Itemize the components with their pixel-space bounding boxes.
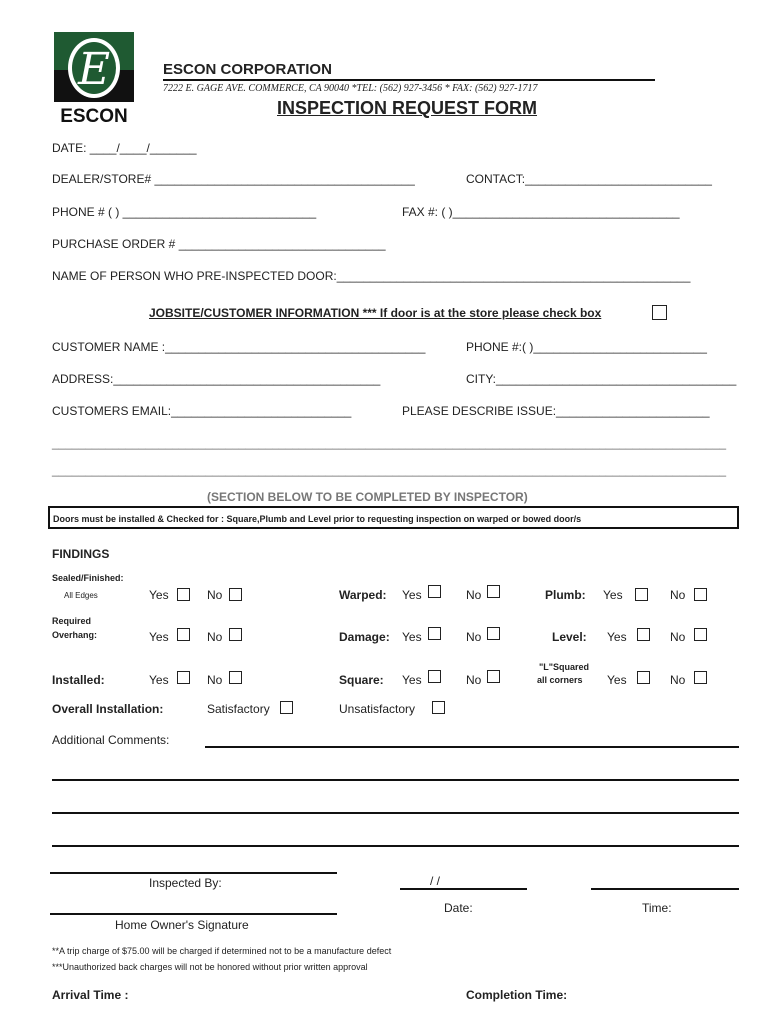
time-label: Time:	[642, 901, 672, 915]
completion-time-label: Completion Time:	[466, 988, 568, 1002]
warped-no-checkbox[interactable]	[487, 585, 500, 598]
backcharge-note: ***Unauthorized back charges will not be honored without prior written approval	[52, 962, 368, 972]
escon-logo	[54, 32, 134, 124]
damage-no-label: No	[466, 630, 482, 644]
form-title: INSPECTION REQUEST FORM	[277, 98, 538, 118]
level-yes-checkbox[interactable]	[637, 628, 650, 641]
lsquared-yes-checkbox[interactable]	[637, 671, 650, 684]
plumb-no-label: No	[670, 588, 686, 602]
purchase-order-field[interactable]: PURCHASE ORDER # _______________________________	[52, 237, 386, 251]
level-no-checkbox[interactable]	[694, 628, 707, 641]
overhang-no-checkbox[interactable]	[229, 628, 242, 641]
damage-label: Damage:	[339, 630, 390, 644]
overhang-label: Overhang:	[52, 630, 98, 640]
inspected-by-label: Inspected By:	[149, 876, 222, 890]
issue-field[interactable]: PLEASE DESCRIBE ISSUE:_______________________	[402, 404, 710, 418]
unsatisfactory-label: Unsatisfactory	[339, 702, 416, 716]
requirements-box	[48, 506, 739, 529]
city-field[interactable]: CITY:____________________________________	[466, 372, 737, 386]
comment-line-4[interactable]	[52, 845, 739, 847]
sealed-no-checkbox[interactable]	[229, 588, 242, 601]
fax-field[interactable]: FAX #: ( )__________________________________	[402, 205, 680, 219]
unsatisfactory-checkbox[interactable]	[432, 701, 445, 714]
overhang-no-label: No	[207, 630, 223, 644]
customer-name-field[interactable]: CUSTOMER NAME :_______________________________________	[52, 340, 426, 354]
required-label: Required	[52, 616, 92, 626]
square-yes-label: Yes	[402, 673, 422, 687]
damage-yes-label: Yes	[402, 630, 422, 644]
dealer-field[interactable]: DEALER/STORE# _______________________________________	[52, 172, 415, 186]
sealed-yes-checkbox[interactable]	[177, 588, 190, 601]
comments-label: Additional Comments:	[52, 733, 170, 747]
square-no-label: No	[466, 673, 482, 687]
store-checkbox[interactable]	[652, 305, 667, 320]
trip-charge-note: **A trip charge of $75.00 will be charged if determined not to be a manufacture defect	[52, 946, 392, 956]
overhang-yes-checkbox[interactable]	[177, 628, 190, 641]
all-corners-label: all corners	[537, 675, 583, 685]
company-address: 7222 E. GAGE AVE. COMMERCE, CA 90040 *TEL: (562) 927-3456 * FAX: (562) 927-1717	[163, 83, 538, 94]
date-field[interactable]: DATE: ____/____/_______	[52, 141, 197, 155]
contact-field[interactable]: CONTACT:____________________________	[466, 172, 712, 186]
sealed-no-label: No	[207, 588, 223, 602]
installed-yes-label: Yes	[149, 673, 169, 687]
inspector-section-note: (SECTION BELOW TO BE COMPLETED BY INSPECTOR)	[207, 490, 528, 504]
warped-label: Warped:	[339, 588, 387, 602]
plumb-no-checkbox[interactable]	[694, 588, 707, 601]
lsquared-no-label: No	[670, 673, 686, 687]
lsquared-no-checkbox[interactable]	[694, 671, 707, 684]
satisfactory-label: Satisfactory	[207, 702, 270, 716]
plumb-yes-label: Yes	[603, 588, 623, 602]
customer-phone-field[interactable]: PHONE #:( )__________________________	[466, 340, 707, 354]
company-name: ESCON CORPORATION	[163, 61, 332, 78]
inspected-by-line[interactable]	[50, 872, 337, 874]
date-label: Date:	[444, 901, 473, 915]
overall-label: Overall Installation:	[52, 702, 164, 716]
plumb-label: Plumb:	[545, 588, 586, 602]
installed-label: Installed:	[52, 673, 105, 687]
square-label: Square:	[339, 673, 384, 687]
warped-no-label: No	[466, 588, 482, 602]
satisfactory-checkbox[interactable]	[280, 701, 293, 714]
square-no-checkbox[interactable]	[487, 670, 500, 683]
pre-inspected-field[interactable]: NAME OF PERSON WHO PRE-INSPECTED DOOR:_____________________________________________________	[52, 269, 691, 283]
installed-no-checkbox[interactable]	[229, 671, 242, 684]
address-field[interactable]: ADDRESS:________________________________________	[52, 372, 381, 386]
all-edges-label: All Edges	[64, 591, 98, 600]
installed-yes-checkbox[interactable]	[177, 671, 190, 684]
installed-no-label: No	[207, 673, 223, 687]
lsquared-yes-label: Yes	[607, 673, 627, 687]
issue-line-2[interactable]: _____________________________________________________________________________________________________	[52, 463, 727, 477]
damage-yes-checkbox[interactable]	[428, 627, 441, 640]
overhang-yes-label: Yes	[149, 630, 169, 644]
level-yes-label: Yes	[607, 630, 627, 644]
issue-line-1[interactable]: _____________________________________________________________________________________________________	[52, 436, 727, 450]
sealed-label: Sealed/Finished:	[52, 573, 124, 583]
plumb-yes-checkbox[interactable]	[635, 588, 648, 601]
l-squared-label: "L"Squared	[539, 662, 590, 672]
sealed-yes-label: Yes	[149, 588, 169, 602]
square-yes-checkbox[interactable]	[428, 670, 441, 683]
time-line[interactable]	[591, 888, 739, 890]
warped-yes-checkbox[interactable]	[428, 585, 441, 598]
damage-no-checkbox[interactable]	[487, 627, 500, 640]
warped-yes-label: Yes	[402, 588, 422, 602]
arrival-time-label: Arrival Time :	[52, 988, 129, 1002]
date-slashes: / /	[430, 874, 441, 888]
logo-letter: E	[77, 44, 111, 95]
level-no-label: No	[670, 630, 686, 644]
phone-field[interactable]: PHONE # ( ) _____________________________	[52, 205, 317, 219]
email-field[interactable]: CUSTOMERS EMAIL:___________________________	[52, 404, 352, 418]
jobsite-heading: JOBSITE/CUSTOMER INFORMATION *** If door is at the store please check box	[149, 306, 602, 320]
level-label: Level:	[552, 630, 587, 644]
comment-line-3[interactable]	[52, 812, 739, 814]
header-rule	[163, 79, 655, 81]
home-owner-label: Home Owner's Signature	[115, 918, 249, 932]
findings-heading: FINDINGS	[52, 547, 110, 561]
date-line[interactable]	[400, 888, 527, 890]
home-owner-line[interactable]	[50, 913, 337, 915]
comment-line-1[interactable]	[205, 746, 739, 748]
requirements-text: Doors must be installed & Checked for : Square,Plumb and Level prior to requesting inspection on warped or bowed door/s	[53, 514, 582, 524]
logo-word: ESCON	[60, 106, 128, 124]
comment-line-2[interactable]	[52, 779, 739, 781]
